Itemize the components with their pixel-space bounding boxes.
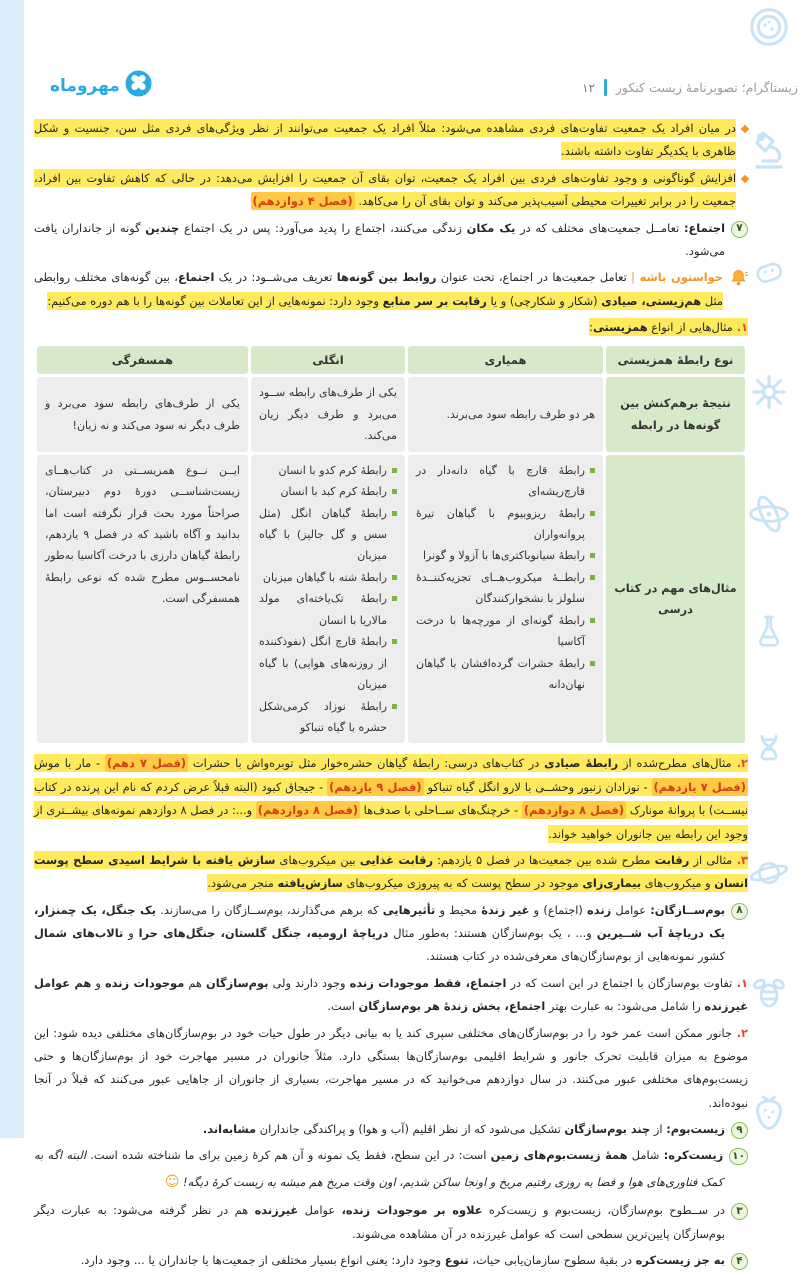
note-diversity-levels: ۴ به جز زیست‌کره در بقیهٔ سطوح سازمان‌یابی حیات، تنوع وجود دارد: یعنی انواع بسیار مختلفی از جمعیت‌ها یا جانداران یا ... وجود دارد. <box>34 1249 748 1272</box>
dna-icon <box>748 729 790 775</box>
predation-examples: ۲. مثال‌های مطرح‌شده از رابطهٔ صیادی در کتاب‌های درسی: رابطهٔ گیاهان حشره‌خوار مثل توبره‌واش با حشرات (فصل ۷ دهم) - مار با موش (فصل ۷ یازدهم) - نوزادان زنبور وحشــی با لارو انگل گیاه تنباکو (فصل ۹ یازدهم) - جیجاق کبود (البته قبلاً عرض کردم که نام این پرنده در کتاب نیســت) با پروانهٔ مونارک (فصل ۸ دوازدهم) - خرچنگ‌های ســاحلی با صدف‌ها (فصل ۸ دوازدهم) و...: در فصل ۸ دوازدهم نمونه‌های بیشــتری از وجود این رابطه بین جانوران خواهید خواند. <box>34 756 748 841</box>
petri-dish-icon <box>746 4 792 50</box>
bee-icon <box>748 971 790 1013</box>
paragraph-diversity-survival: افزایش گوناگونی و وجود تفاوت‌های فردی بین افراد یک جمعیت، توان بقای آن جمعیت را افزایش می‌دهد: در حالی که کاهش تفاوت بین افراد، جمعیت را در برابر تغییرات محیطی آسیب‌پذیر می‌کند و توان بقای آن را می‌کاهد. (فصل ۴ دوازدهم) <box>34 167 748 214</box>
bacteria-icon <box>749 252 789 292</box>
callout-note: حواستون باشه | تعامل جمعیت‌ها در اجتماع، تحت عنوان روابط بین گونه‌ها تعریف می‌شــود: در یک اجتماع، بین گونه‌های مختلف روابطی مثل هم‌زیستی، صیادی (شکار و شکارچی) و یا رقابت بر سر منابع وجود دارد: نمونه‌هایی از این تعاملات بین گونه‌ها را با هم دوره می‌کنیم: <box>34 266 748 313</box>
table-row-label-examples: مثال‌های مهم در کتاب درسی <box>606 455 745 744</box>
circled-number: ۱۰ <box>729 1148 748 1165</box>
circled-number: ۸ <box>731 903 748 920</box>
animal-migration-note: ۲. جانور ممکن است عمر خود را در بوم‌سازگان‌های مختلفی سپری کند یا به بیانی دیگر در طول حیات خود در بوم‌سازگان‌های مختلفی دیده شود: این موضوع به میزان قابلیت تحرک جانور و شرایط اقلیمی بوم‌سازگان‌ها بستگی دارد. مثلاً جانوران در مسیر مهاجرت خود از بوم‌سازگان‌ها و حتی زیست‌بوم‌های مختلفی عبور می‌کنند. در سال دوازدهم می‌خوانید که در مسیر مهاجرت، بسیاری از جانوران از جاهایی عبور می‌کنند که قبلاً در آنجا نبوده‌اند. <box>34 1025 748 1110</box>
section-community: ۷ اجتماع: تعامــل جمعیت‌های مختلف که در یک مکان زندگی می‌کنند، اجتماع را پدید می‌آورد: پس در یک اجتماع چندین گونه از جانداران یافت می‌شود. <box>34 217 748 264</box>
masthead <box>582 79 798 96</box>
page-content <box>34 114 748 1276</box>
page-number: ۱۲ <box>582 80 595 95</box>
section-ecosystem: ۸ بوم‌ســازگان: عوامل زنده (اجتماع) و غیر زندهٔ محیط و تأثیرهایی که برهم می‌گذارند، بوم‌ســازگان را می‌سازند. یک جنگل، یک چمنزار، یک دریاچهٔ آب شــیرین و... ، یک بوم‌سازگان هستند: به‌طور مثال دریاچهٔ ارومیه، جنگل گلستان، جنگل‌های حرا و تالاب‌های شمال کشور نمونه‌هایی از بوم‌سازگان‌های معرفی‌شده در کتاب هستند. <box>34 899 748 969</box>
planet-icon <box>748 852 790 894</box>
orange-bullet-icon <box>741 125 749 133</box>
symbiosis-list-intro: ۱. مثال‌هایی از انواع همزیستی: <box>589 320 748 334</box>
circled-number: ۹ <box>731 1122 748 1139</box>
table-cell-examples-commensalism: ایــن نــوع همزیســتی در کتاب‌هــای زیست‌شناســی دورهٔ دوم دبیرستان، صراحتاً مورد بحث قرار نگرفته است اما بدانید و آگاه باشید که در فصل ۹ یازدهم، رابطهٔ گیاهان دارزی با درخت آکاسیا به‌طور نامحســوس مطرح شده که نوعی رابطهٔ همسفرگی است. <box>37 455 248 744</box>
table-header-mutualism: همیاری <box>408 346 603 374</box>
table-header-relation-type: نوع رابطهٔ همزیستی <box>606 346 745 374</box>
circled-number: ۷ <box>731 221 748 238</box>
section-biome: ۹ زیست‌بوم: از چند بوم‌سازگان تشکیل می‌شود که از نظر اقلیم (آب و هوا) و پراکندگی جانداران مشابه‌اند. <box>34 1118 748 1141</box>
microscope-icon <box>745 127 793 175</box>
strawberry-icon <box>747 1090 791 1134</box>
flask-icon <box>749 612 789 652</box>
note-abiotic-levels: ۳ در ســطوح بوم‌سازگان، زیست‌بوم و زیست‌کره علاوه بر موجودات زنده، عوامل غیرزنده هم در نظر گرفته می‌شود: به عبارت دیگر بوم‌سازگان پایین‌ترین سطحی است که عوامل غیرزنده در آن مشاهده می‌شوند. <box>34 1199 748 1246</box>
competition-example: ۳. مثالی از رقابت مطرح شده بین جمعیت‌ها در فصل ۵ یازدهم: رقابت غذایی بین میکروب‌های سازش یافته با شرایط اسیدی سطح پوست انسان و میکروب‌های بیماری‌زای موجود در سطح پوست که به پیروزی میکروب‌های سازش‌یافته منجر می‌شود. <box>34 852 748 891</box>
table-cell-outcome-mutualism: هر دو طرف رابطه سود می‌برند. <box>408 377 603 451</box>
ecosystem-vs-community: ۱. تفاوت بوم‌سازگان با اجتماع در این است که در اجتماع، فقط موجودات زنده وجود دارند ولی بوم‌سازگان هم موجودات زنده و هم عوامل غیرزنده را شامل می‌شود: به عبارت بهتر اجتماع، بخش زندهٔ هر بوم‌سازگان است. <box>34 975 748 1014</box>
table-header-commensalism: همسفرگی <box>37 346 248 374</box>
atom-icon <box>747 492 791 536</box>
orange-bullet-icon <box>741 175 749 183</box>
circled-number: ۴ <box>731 1253 748 1270</box>
table-cell-examples-parasitism: رابطهٔ کرم کدو با انسان رابطهٔ کرم کبد با انسان رابطهٔ گیاهان انگل (مثل سس و گل جالیز) با گیاه میزبان رابطهٔ شته با گیاهان میزبان رابطهٔ تک‌یاخته‌ای مولد مالاریا با انسان رابطهٔ قارچ انگل (نفوذکننده از روزنه‌های هوایی) با گیاه میزبان رابطهٔ نوزاد کرمی‌شکل حشره با گیاه تنباکو <box>251 455 405 744</box>
bell-icon <box>729 269 748 296</box>
section-biosphere: ۱۰ زیست‌کره: شامل همهٔ زیست‌بوم‌های زمین است: در این سطح، فقط یک نمونه و آن هم کرهٔ زمین برای ما شناخته شده است. البته اگه به کمک فناوری‌های هوا و فضا یه روزی رفتیم مریخ و اونجا ساکن شدیم، اون وقت مریخ هم میشه یه زیست کرهٔ دیگه! ☺ <box>34 1144 748 1196</box>
table-header-parasitism: انگلی <box>251 346 405 374</box>
table-cell-outcome-commensalism: یکی از طرف‌های رابطه سود می‌برد و طرف دیگر نه سود می‌کند و نه زیان! <box>37 377 248 451</box>
left-blue-strip <box>0 0 24 1138</box>
symbiosis-table <box>37 346 745 743</box>
butterfly-logo-icon <box>125 70 152 101</box>
table-cell-examples-mutualism: رابطهٔ قارچ با گیاه دانه‌دار در قارچ‌ریشه‌ای رابطهٔ ریزوبیوم با گیاهان تیرهٔ پروانه‌واران رابطهٔ سیانوباکتری‌ها با آزولا و گونرا رابطــهٔ میکروب‌هــای تجزیه‌کننــدهٔ سلولز با نشخوارکنندگان رابطهٔ گونه‌ای از مورچه‌ها با درخت آکاسیا رابطهٔ حشرات گرده‌افشان با گیاهان نهان‌دانه <box>408 455 603 744</box>
masthead-divider <box>604 79 607 96</box>
table-cell-outcome-parasitism: یکی از طرف‌های رابطه ســود می‌برد و طرف دیگر زیان می‌کند. <box>251 377 405 451</box>
book-title: زیستاگرام؛ تصویرنامهٔ زیست کنکور <box>615 80 798 95</box>
table-row-label-outcome: نتیجهٔ برهم‌کنش بین گونه‌ها در رابطه <box>606 377 745 451</box>
neuron-icon <box>746 369 792 415</box>
publisher-logo-text: مهروماه <box>50 75 120 96</box>
circled-number: ۳ <box>731 1203 748 1220</box>
paragraph-individual-differences: در میان افراد یک جمعیت تفاوت‌های فردی مشاهده می‌شود: مثلاً افراد یک جمعیت می‌توانند از نظر ویژگی‌های فردی مثل سن، جنسیت و شکل ظاهری با یکدیگر تفاوت داشته باشند. <box>34 117 748 164</box>
publisher-logo <box>50 70 152 101</box>
